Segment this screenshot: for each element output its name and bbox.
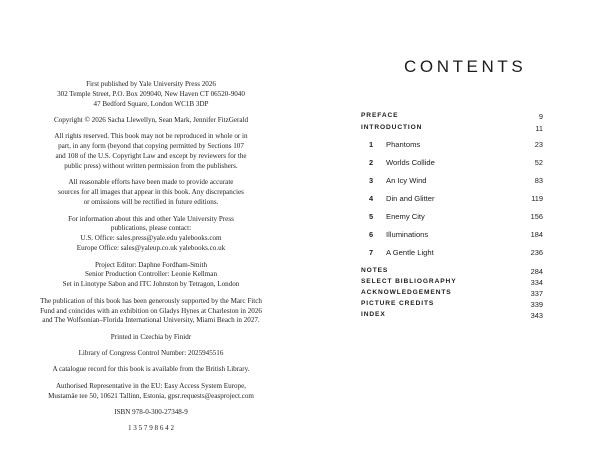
toc-label: NOTES [361,267,389,274]
toc-page-number: 23 [534,140,543,149]
chapter-number: 1 [369,140,374,149]
contact-line: U.S. Office: sales.press@yale.edu yalebooks.com [80,234,222,243]
catalogue-line: A catalogue record for this book is available from the British Library. [52,365,250,374]
toc-row-chapter [361,212,543,224]
chapter-title: Din and Glitter [386,194,435,203]
chapter-title: An Icy Wind [386,176,427,185]
chapter-number: 6 [369,230,374,239]
eu-line: Mustamäe tee 50, 10621 Tallinn, Estonia, gpsr.requests@easproject.com [48,391,254,400]
credit-line: Project Editor: Daphne Fordham-Smith [94,260,208,269]
sources-line: All reasonable efforts have been made to provide accurate [68,178,234,187]
chapter-title: Phantoms [386,140,421,149]
toc-row-index [361,311,543,323]
toc-label: ACKNOWLEDGEMENTS [361,289,452,296]
chapter-title: Illuminations [386,230,429,239]
toc-label: PICTURE CREDITS [361,300,435,307]
chapter-title: Worlds Collide [386,158,435,167]
toc-page-number: 184 [530,230,543,239]
sources-line: or omissions will be rectified in future editions. [83,198,219,207]
printer-info [40,333,262,343]
toc-page-number: 236 [530,248,543,257]
publisher-line: First published by Yale University Press 2026 [86,80,216,88]
support-notice [40,297,262,327]
toc-page-number: 337 [530,289,543,298]
contact-line: Europe Office: sales@yaleup.co.uk yalebooks.co.uk [76,244,226,253]
toc-page-number: 339 [530,300,543,309]
contents-title: CONTENTS [404,57,527,76]
support-line: Fund and coincides with an exhibition on Gladys Hynes at Charleston in 2026 [40,306,262,315]
contents-page [300,0,600,450]
toc-page-number: 343 [530,311,543,320]
toc-row-chapter [361,176,543,188]
rights-line: All rights reserved. This book may not be reproduced in whole or in [54,132,248,141]
toc-label: INDEX [361,311,386,318]
toc-row-preface [361,112,543,124]
toc-row-chapter [361,158,543,170]
toc-page-number: 284 [530,267,543,276]
chapter-number: 7 [369,248,374,257]
image-sources-notice [40,178,262,208]
chapter-number: 2 [369,158,374,167]
loc-number [40,349,262,359]
catalogue-record [40,365,262,375]
production-credits [40,261,262,291]
publisher-line: 47 Bedford Square, London WC1B 3DP [93,99,209,108]
rights-line: part, in any form (beyond that copying permitted by Sections 107 [58,142,244,151]
toc-page-number: 334 [530,278,543,287]
rights-notice [40,132,262,172]
rights-line: public press) without written permission from the publishers. [64,162,238,171]
copyright-line: Copyright © 2026 Sacha Llewellyn, Sean Mark, Jennifer FitzGerald [53,116,249,125]
isbn-line: ISBN 978-0-300-27348-9 [114,407,188,416]
credit-line: Set in Linotype Sabon and ITC Johnston by Tetragon, London [62,280,240,289]
chapter-title: A Gentle Light [386,248,434,257]
toc-label: INTRODUCTION [361,124,423,131]
toc-row-chapter [361,140,543,152]
printing-line [40,424,262,434]
chapter-number: 3 [369,176,374,185]
publisher-info [40,80,262,110]
chapter-title: Enemy City [386,212,425,221]
credit-line: Senior Production Controller: Leonie Kellman [85,270,217,279]
eu-line: Authorised Representative in the EU: Easy Access System Europe, [55,381,247,390]
publisher-line: 302 Temple Street, P.O. Box 209040, New Haven CT 06520-9040 [57,89,245,98]
toc-page-number: 52 [534,158,543,167]
chapter-number: 4 [369,194,374,203]
contact-line: publications, please contact: [110,224,192,233]
contact-line: For information about this and other Yale University Press [68,214,234,223]
toc-row-introduction [361,124,543,136]
toc-label: PREFACE [361,112,399,119]
toc-page-number: 9 [538,112,543,121]
toc-page-number: 119 [531,194,543,203]
support-line: The publication of this book has been generously supported by the Marc Fitch [40,296,262,305]
printing-numbers: 1 3 5 7 9 8 6 4 2 [127,424,175,433]
toc-page-number: 11 [535,124,543,133]
toc-label: SELECT BIBLIOGRAPHY [361,278,457,285]
toc-row-chapter [361,194,543,206]
isbn [40,408,262,418]
eu-representative [40,382,262,402]
toc-row-chapter [361,230,543,242]
contact-info [40,215,262,255]
printer-line: Printed in Czechia by Finidr [110,332,192,341]
rights-line: and 108 of the U.S. Copyright Law and except by reviewers for the [55,152,247,161]
loc-line: Library of Congress Control Number: 2025945516 [78,349,224,358]
sources-line: sources for all images that appear in this book. Any discrepancies [58,188,244,197]
toc-page-number: 83 [534,176,543,185]
chapter-number: 5 [369,212,374,221]
imprint-block [40,80,262,440]
support-line: and The Wolfsonian–Florida International University, Miami Beach in 2027. [42,316,260,325]
copyright-notice [40,116,262,126]
toc-page-number: 156 [530,212,543,221]
toc-row-chapter [361,248,543,260]
